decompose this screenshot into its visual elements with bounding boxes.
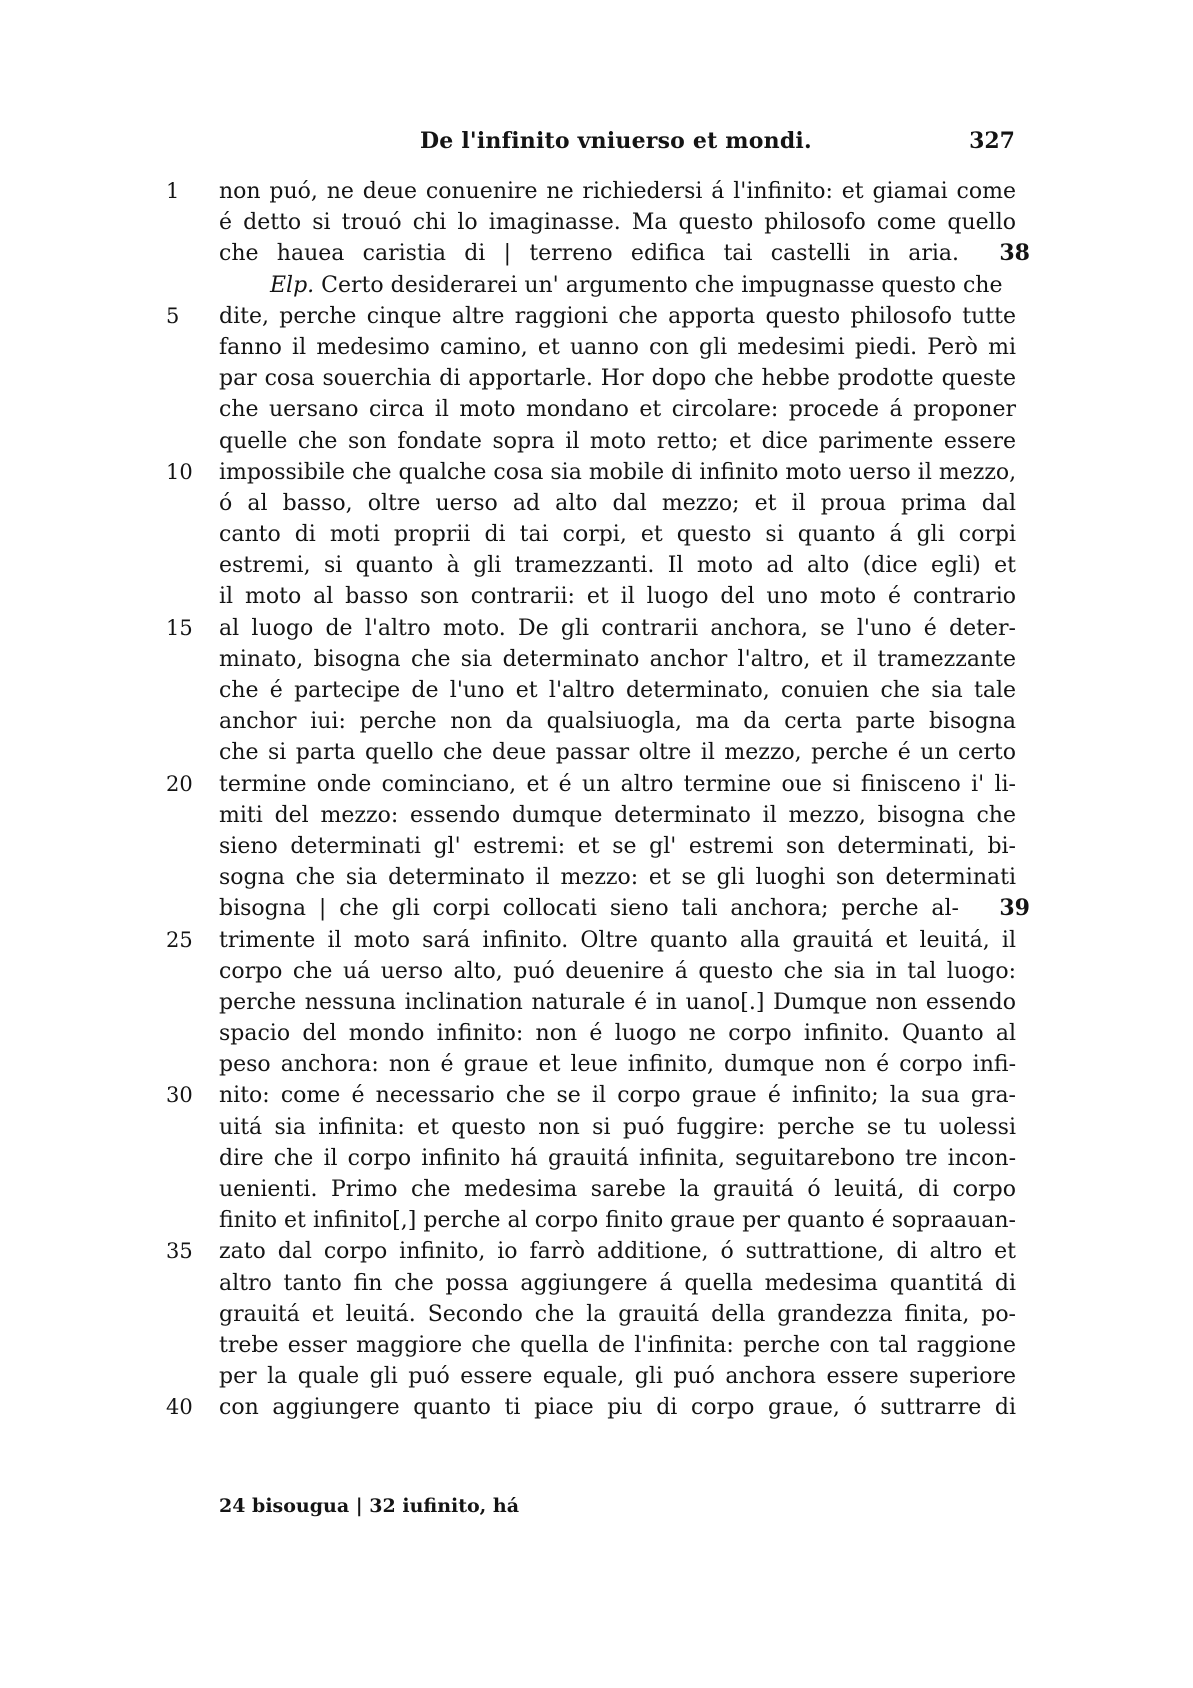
line-text: spacio del mondo infinito: non é luogo ne corpo infinito. Quanto al	[219, 1021, 1016, 1047]
text-line	[0, 1268, 1193, 1299]
line-text: fanno il medesimo camino, et uanno con gli medesimi piedi. Però mi	[219, 334, 1016, 360]
line-text: trebe esser maggiore che quella de l'infinita: perche con tal raggione	[219, 1332, 1016, 1358]
line-text: che uersano circa il moto mondano et circolare: procede á proponer	[219, 397, 1016, 423]
line-number: 40	[166, 1395, 193, 1420]
line-text: finito et infinito[,] perche al corpo finito graue per quanto é sopraauan-	[219, 1208, 1016, 1234]
text-line	[0, 613, 1193, 644]
text-line	[0, 301, 1193, 332]
text-line	[0, 1049, 1193, 1080]
line-text: che é partecipe de l'uno et l'altro determinato, conuien che sia tale	[219, 678, 1016, 703]
line-text: corpo che uá uerso alto, puó deuenire á questo che sia in tal luogo:	[219, 958, 1016, 984]
text-line	[0, 363, 1193, 394]
line-number: 15	[166, 615, 193, 640]
text-line	[0, 893, 1193, 924]
speaker-label: Elp.	[270, 272, 315, 298]
text-line	[0, 207, 1193, 238]
line-text: uitá sia infinita: et questo non si puó fuggire: perche se tu uolessi	[219, 1114, 1016, 1140]
line-number: 1	[166, 179, 180, 203]
text-line	[0, 1018, 1193, 1049]
line-number: 30	[166, 1083, 193, 1108]
line-text: grauitá et leuitá. Secondo che la grauitá della grandezza finita, po-	[219, 1301, 1016, 1327]
text-line	[0, 426, 1193, 457]
text-line	[0, 1205, 1193, 1236]
text-line	[0, 675, 1193, 706]
text-line	[0, 769, 1193, 800]
line-text: estremi, si quanto à gli tramezzanti. Il moto ad alto (dice egli) et	[219, 553, 1016, 579]
line-text: nito: come é necessario che se il corpo graue é infinito; la sua gra-	[219, 1083, 1016, 1109]
running-header	[0, 126, 1193, 162]
line-text: che si parta quello che deue passar oltre il mezzo, perche é un certo	[219, 740, 1016, 766]
text-line	[0, 644, 1193, 675]
text-line	[0, 1299, 1193, 1330]
text-line	[0, 488, 1193, 519]
text-line	[0, 925, 1193, 956]
text-line	[0, 394, 1193, 425]
line-text: quelle che son fondate sopra il moto retto; et dice parimente essere	[219, 428, 1016, 454]
text-line	[0, 987, 1193, 1018]
text-line	[0, 550, 1193, 581]
line-text: trimente il moto sará infinito. Oltre quanto alla grauitá et leuitá, il	[219, 927, 1016, 953]
text-line	[0, 1174, 1193, 1205]
text-line	[0, 238, 1193, 269]
text-line	[0, 862, 1193, 893]
margin-page-reference: 38	[999, 240, 1030, 267]
line-text: minato, bisogna che sia determinato anchor l'altro, et il tramezzante	[219, 646, 1016, 672]
text-line	[0, 457, 1193, 488]
text-line	[0, 519, 1193, 550]
line-text: bisogna | che gli corpi collocati sieno tali anchora; perche al-	[219, 896, 959, 922]
text-line	[0, 1236, 1193, 1267]
line-text: altro tanto fin che possa aggiungere á quella medesima quantitá di	[219, 1270, 1016, 1296]
text-line	[0, 956, 1193, 987]
text-line	[0, 332, 1193, 363]
main-text	[0, 176, 1193, 1424]
header-title: De l'infinito vniuerso et mondi.	[420, 128, 812, 154]
page-number: 327	[969, 128, 1015, 154]
text-line	[0, 831, 1193, 862]
line-text: non puó, ne deue conuenire ne richiedersi á l'infinito: et giamai come	[219, 179, 1016, 204]
text-line	[0, 706, 1193, 737]
line-text: perche nessuna inclination naturale é in uano[.] Dumque non essendo	[219, 989, 1016, 1015]
line-text: zato dal corpo infinito, io farrò additione, ó suttrattione, di altro et	[219, 1239, 1016, 1265]
speaker-text: Certo desiderarei un' argumento che impugnasse questo che	[314, 272, 1003, 298]
margin-page-reference: 39	[999, 895, 1030, 922]
line-text	[270, 270, 1003, 301]
line-text: che hauea caristia di | terreno edifica tai castelli in aria.	[219, 241, 959, 267]
line-number: 10	[166, 459, 193, 484]
text-line	[0, 1080, 1193, 1111]
line-text: al luogo de l'altro moto. De gli contrarii anchora, se l'uno é deter-	[219, 615, 1016, 641]
line-text: il moto al basso son contrarii: et il luogo del uno moto é contrario	[219, 584, 1016, 610]
line-number: 35	[166, 1239, 193, 1264]
line-text: anchor iui: perche non da qualsiuogla, ma da certa parte bisogna	[219, 709, 1016, 735]
line-text: impossibile che qualche cosa sia mobile di infinito moto uerso il mezzo,	[219, 459, 1017, 485]
line-text: é detto si trouó chi lo imaginasse. Ma questo philosofo come quello	[219, 210, 1016, 236]
line-text: con aggiungere quanto ti piace piu di corpo graue, ó suttrarre di	[219, 1395, 1016, 1421]
line-text: sogna che sia determinato il mezzo: et se gli luoghi son determinati	[219, 865, 1016, 891]
text-line	[0, 1361, 1193, 1392]
text-line	[0, 581, 1193, 612]
line-text: ó al basso, oltre uerso ad alto dal mezzo; et il proua prima dal	[219, 490, 1016, 516]
text-line	[0, 176, 1193, 207]
text-line	[0, 1330, 1193, 1361]
text-line	[0, 800, 1193, 831]
footnote-apparatus: 24 bisougua | 32 iufinito, há	[219, 1495, 520, 1517]
line-text: miti del mezzo: essendo dumque determinato il mezzo, bisogna che	[219, 802, 1016, 828]
line-text: dite, perche cinque altre raggioni che apporta questo philosofo tutte	[219, 303, 1016, 329]
line-text: termine onde cominciano, et é un altro termine oue si finisceno i' li-	[219, 771, 1016, 797]
line-text: par cosa souerchia di apportarle. Hor dopo che hebbe prodotte queste	[219, 366, 1016, 392]
line-text: uenienti. Primo che medesima sarebe la grauitá ó leuitá, di corpo	[219, 1177, 1016, 1202]
line-number: 25	[166, 927, 193, 952]
text-line	[0, 270, 1193, 301]
text-line	[0, 737, 1193, 768]
line-number: 20	[166, 771, 193, 796]
line-number: 5	[166, 303, 180, 328]
text-line	[0, 1143, 1193, 1174]
text-line	[0, 1392, 1193, 1423]
line-text: sieno determinati gl' estremi: et se gl' estremi son determinati, bi-	[219, 833, 1016, 859]
line-text: peso anchora: non é graue et leue infinito, dumque non é corpo infi-	[219, 1052, 1016, 1078]
text-line	[0, 1112, 1193, 1143]
line-text: per la quale gli puó essere equale, gli puó anchora essere superiore	[219, 1364, 1016, 1390]
line-text: dire che il corpo infinito há grauitá infinita, seguitarebono tre incon-	[219, 1145, 1016, 1171]
line-text: canto di moti proprii di tai corpi, et questo si quanto á gli corpi	[219, 522, 1016, 548]
